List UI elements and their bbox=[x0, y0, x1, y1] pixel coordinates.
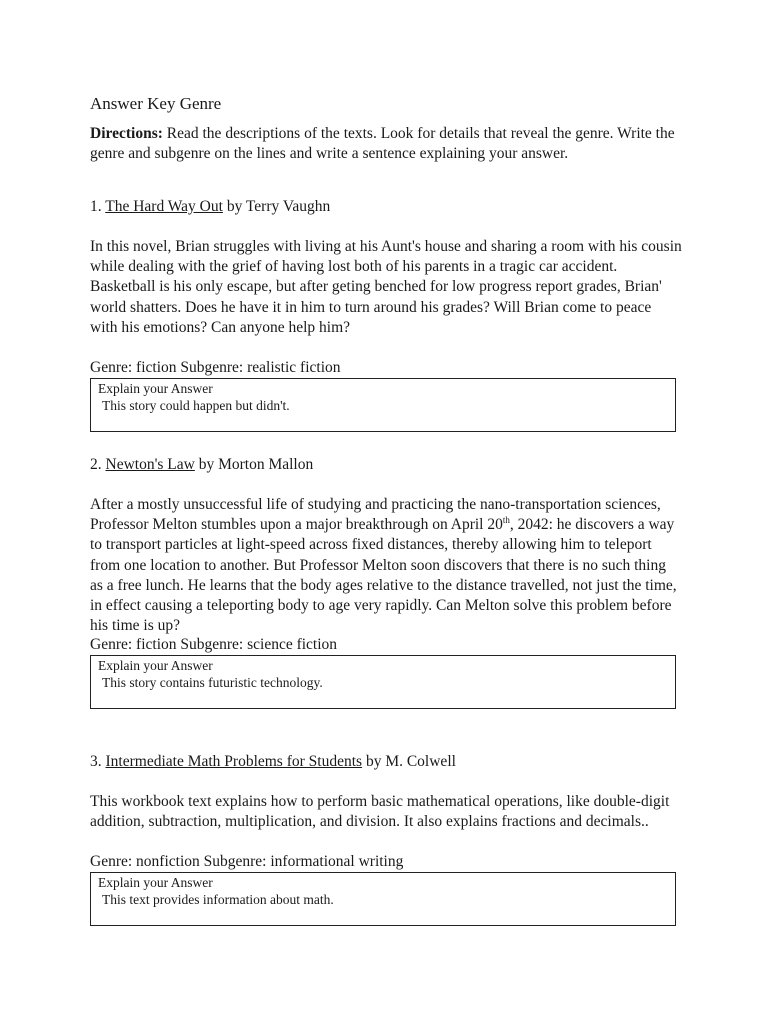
directions-text: Read the descriptions of the texts. Look for details that reveal the genre. Write the genre and subgenre on the lines and write a sentence explaining your answer. bbox=[90, 125, 675, 162]
item-1-byline: by Terry Vaughn bbox=[226, 198, 331, 215]
page-title: Answer Key Genre bbox=[90, 94, 222, 113]
item-3-book-title: Intermediate Math Problems for Students bbox=[105, 753, 363, 770]
item-1-description: In this novel, Brian struggles with living at his Aunt's house and sharing a room with his cousin while dealing with the grief of having lost both of his parents in a tragic car accident. Basketball is his only escape, but after geting benched for low progress report grades, Brian' world shatters. Does he have it in him to turn around his grades? Will Brian come to peace with his emotions? Can anyone help him? bbox=[90, 238, 682, 336]
item-3-heading bbox=[90, 752, 456, 772]
item-2-description-part-1: After a mostly unsuccessful life of studying and practicing the nano-transportation sciences, Professor Melton stumbles upon a major breakthrough on April 20 bbox=[90, 496, 661, 534]
item-2-box-label: Explain your Answer bbox=[98, 658, 213, 673]
item-2-heading bbox=[90, 455, 313, 475]
item-3-box-label: Explain your Answer bbox=[98, 875, 213, 890]
item-2-description-sup: th bbox=[502, 515, 510, 526]
item-1-answer: This story could happen but didn't. bbox=[102, 398, 290, 413]
item-1-heading bbox=[90, 197, 330, 217]
item-2-byline: by Morton Mallon bbox=[198, 456, 314, 473]
item-3-description: This workbook text explains how to perform basic mathematical operations, like double-digit addition, subtraction, multiplication, and division. It also explains fractions and decimals.. bbox=[90, 793, 670, 831]
item-1-box-label: Explain your Answer bbox=[98, 381, 213, 396]
worksheet-page bbox=[90, 93, 682, 907]
item-1-book-title: The Hard Way Out bbox=[105, 198, 223, 215]
item-3-answer-box bbox=[90, 872, 676, 926]
item-2-genre: Genre: fiction Subgenre: science fiction bbox=[90, 636, 338, 653]
item-1-answer-box bbox=[90, 378, 676, 432]
item-1-number: 1. bbox=[90, 198, 102, 215]
item-2-book-title: Newton's Law bbox=[105, 456, 195, 473]
item-3-number: 3. bbox=[90, 753, 102, 770]
item-3-byline: by M. Colwell bbox=[365, 753, 456, 770]
item-2-number: 2. bbox=[90, 456, 102, 473]
directions-label: Directions: bbox=[90, 125, 163, 142]
item-2-description bbox=[90, 495, 682, 636]
item-3-genre: Genre: nonfiction Subgenre: informational writing bbox=[90, 853, 404, 870]
item-3-answer: This text provides information about math. bbox=[102, 892, 334, 907]
item-2-description-part-2: , 2042: he discovers a way to transport particles at light-speed across fixed distances, thereby allowing him to teleport from one location to another. But Professor Melton soon discovers that there is no such thing as a free lunch. He learns that the body ages relative to the distance travelled, not just the time, in effect causing a teleporting body to age very rapidly. Can Melton solve this problem before his time is up? bbox=[90, 516, 677, 635]
directions bbox=[90, 124, 680, 164]
item-2-answer: This story contains futuristic technology. bbox=[102, 675, 323, 690]
item-1-genre: Genre: fiction Subgenre: realistic fiction bbox=[90, 359, 341, 376]
item-2-answer-box bbox=[90, 655, 676, 709]
